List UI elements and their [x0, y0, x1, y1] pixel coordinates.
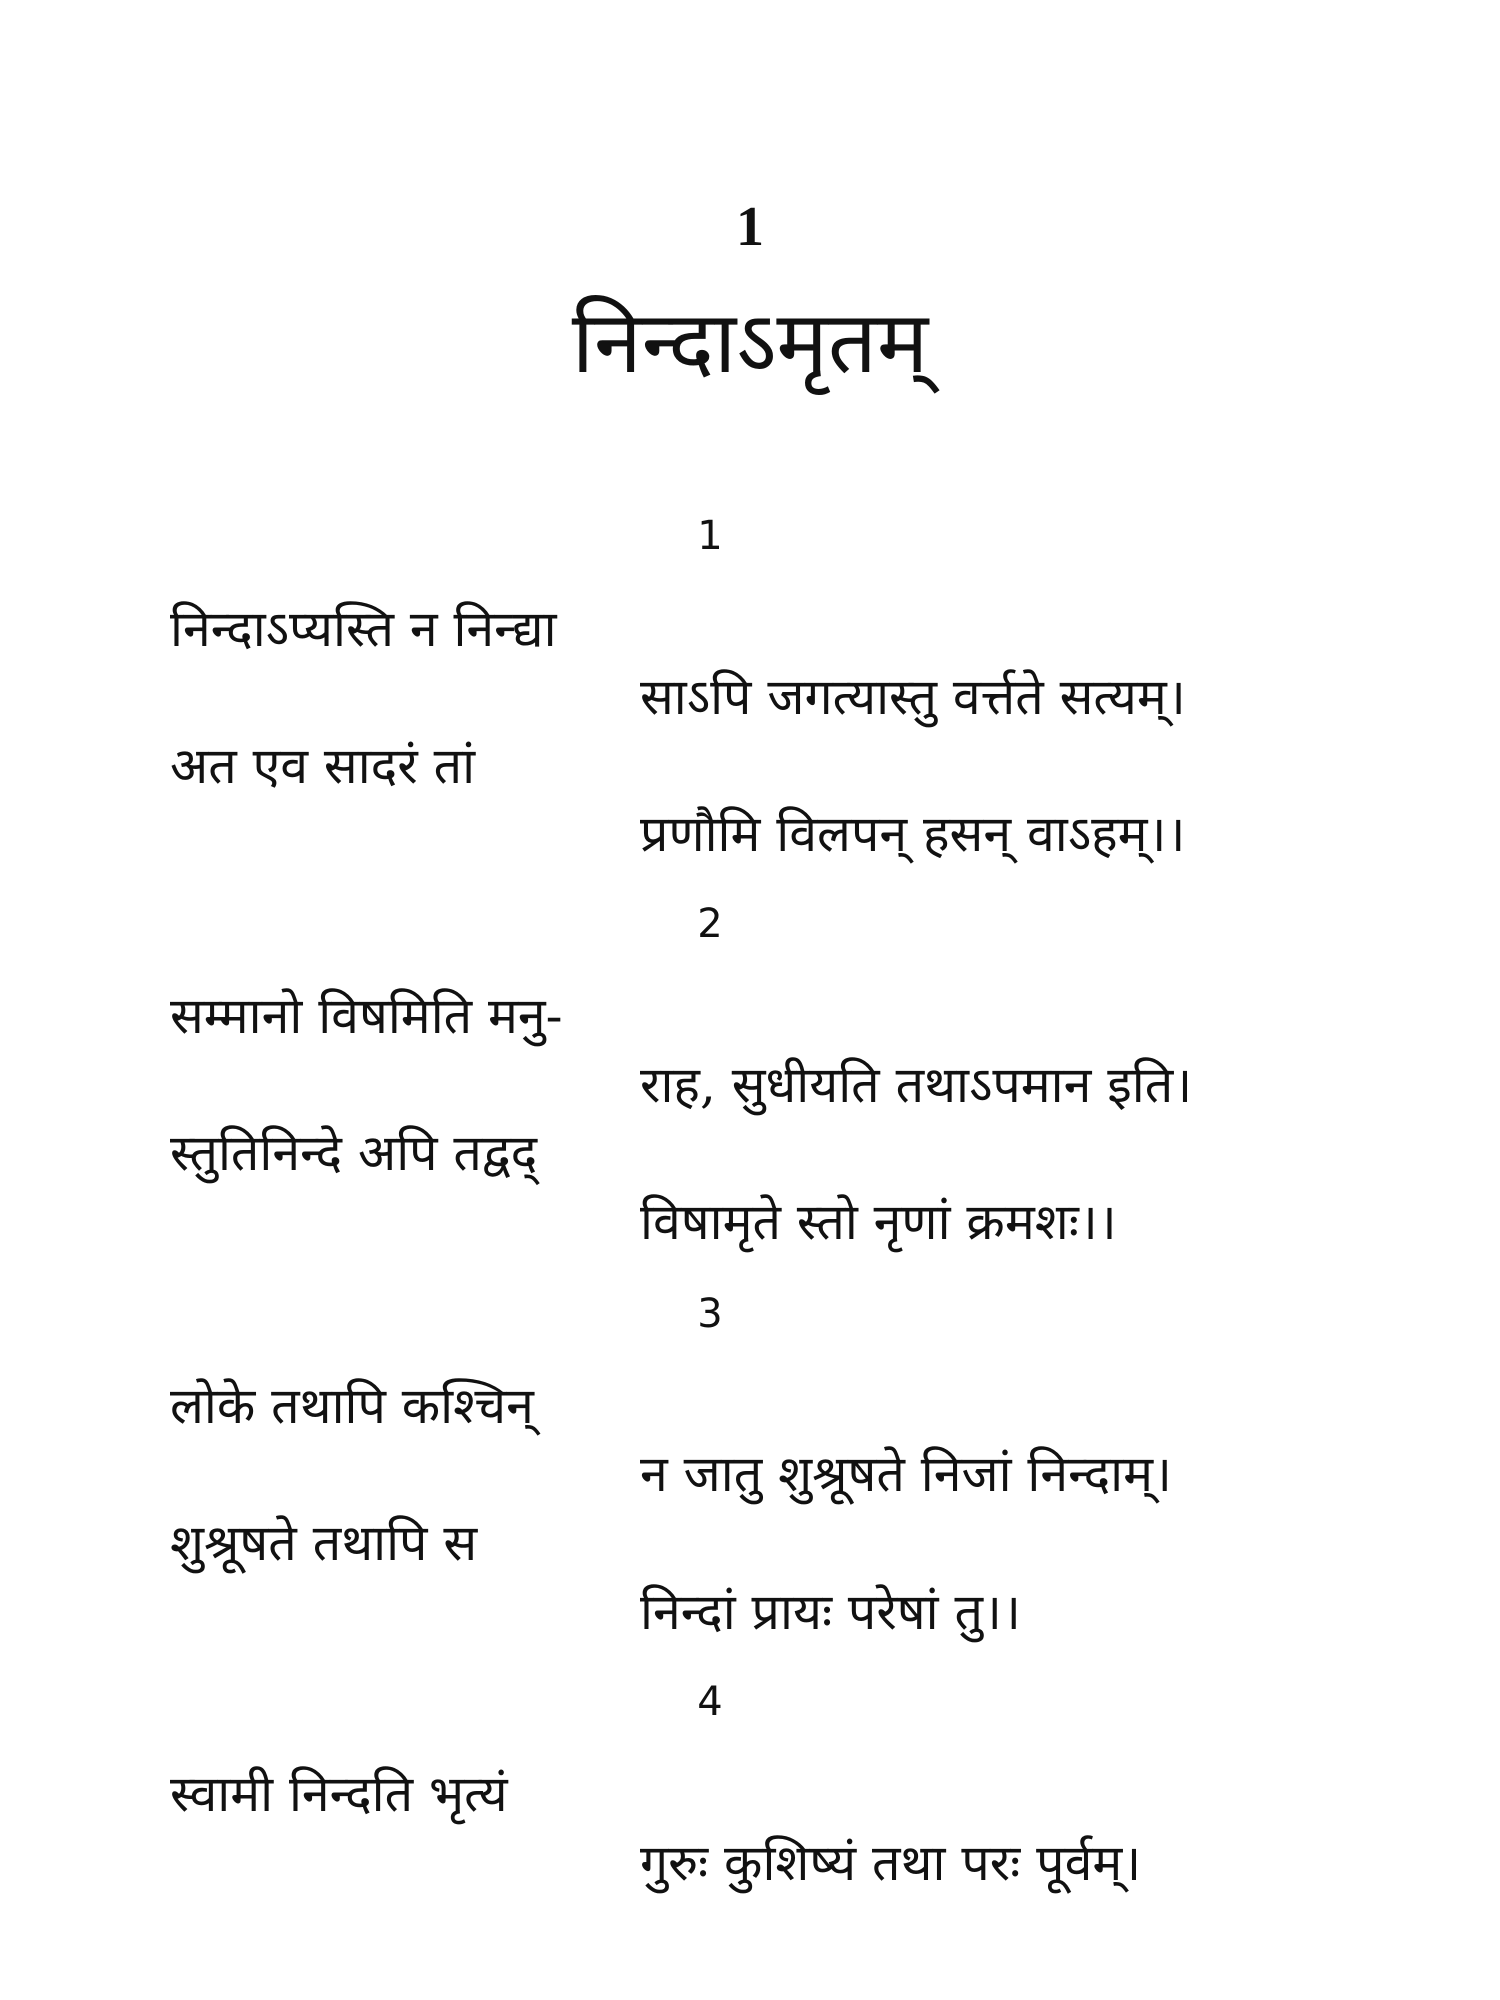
verse-line: प्रणौमि विलपन् हसन् वाऽहम्।। — [640, 805, 1186, 863]
verse-line: राह, सुधीयति तथाऽपमान इति। — [640, 1056, 1193, 1114]
verse-line: अत एव सादरं तां — [170, 737, 476, 795]
verse-number: 1 — [697, 513, 723, 559]
verse-line: सम्मानो विषमिति मनु- — [170, 987, 563, 1045]
verse-number: 3 — [697, 1291, 723, 1337]
verse-line: विषामृते स्तो नृणां क्रमशः।। — [640, 1193, 1117, 1251]
verse-line: स्वामी निन्दति भृत्यं — [170, 1765, 508, 1823]
verse-line: लोके तथापि कश्चिन् — [170, 1377, 534, 1435]
chapter-title: निन्दाऽमृतम् — [571, 293, 929, 393]
chapter-number: 1 — [736, 196, 764, 258]
verse-line: न जातु शुश्रूषते निजां निन्दाम्। — [640, 1445, 1172, 1503]
verse-line: निन्दां प्रायः परेषां तु।। — [640, 1583, 1021, 1641]
verse-line: साऽपि जगत्यास्तु वर्त्तते सत्यम्। — [640, 668, 1186, 726]
verse-line: शुश्रूषते तथापि स — [170, 1514, 478, 1572]
verse-line: गुरुः कुशिष्यं तथा परः पूर्वम्। — [640, 1834, 1142, 1892]
verse-number: 2 — [697, 901, 723, 947]
verse-number: 4 — [697, 1679, 723, 1725]
verse-line: निन्दाऽप्यस्ति न निन्द्या — [170, 600, 557, 658]
verse-line: स्तुतिनिन्दे अपि तद्वद् — [170, 1124, 538, 1182]
